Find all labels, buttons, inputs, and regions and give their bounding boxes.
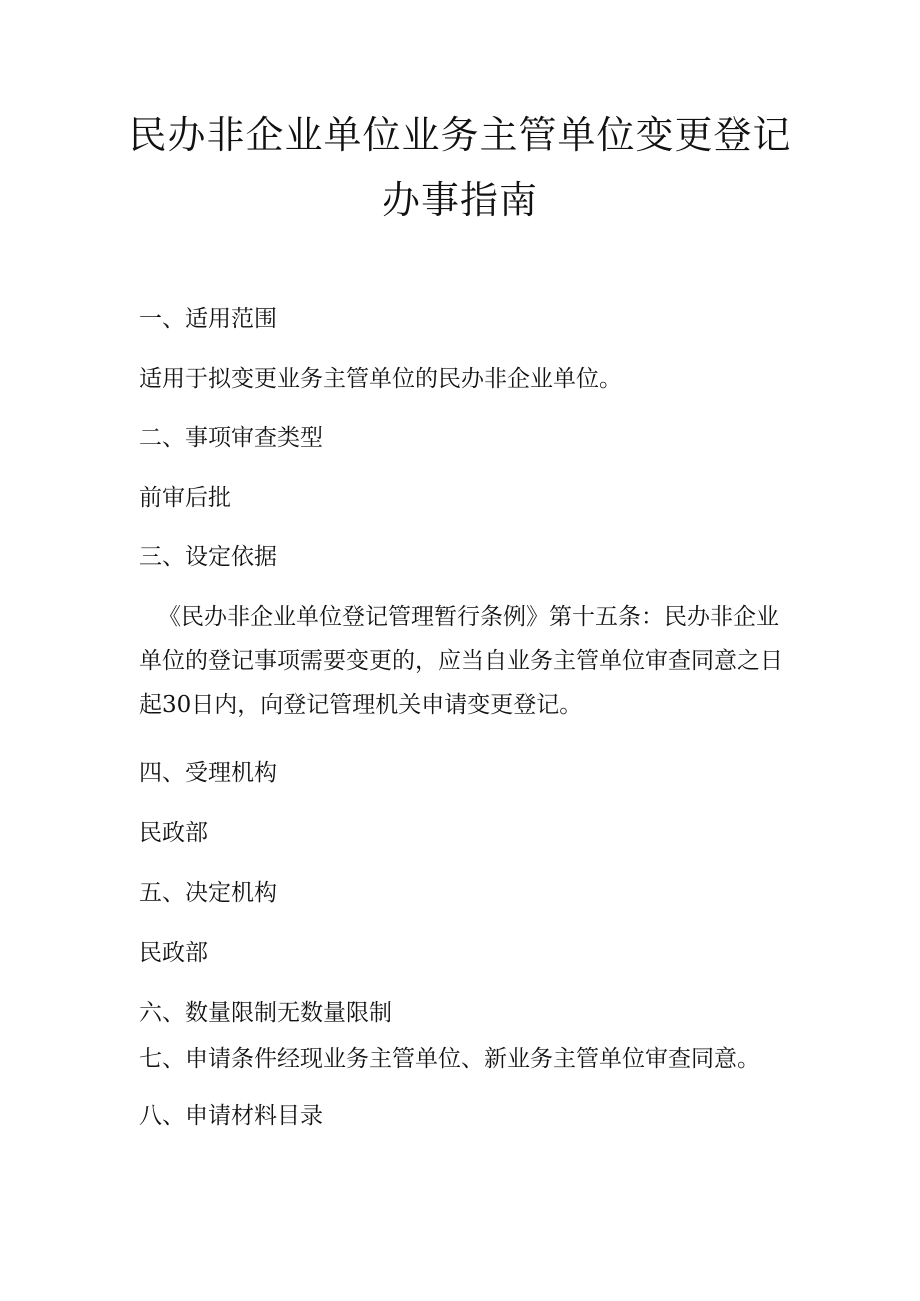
section-2-body: 前审后批 bbox=[139, 485, 231, 511]
section-5-body: 民政部 bbox=[139, 940, 208, 966]
document-title-line2: 办事指南 bbox=[381, 178, 538, 222]
section-3-body-line2: 单位的登记事项需要变更的，应当自业务主管单位审查同意之日 bbox=[139, 648, 783, 674]
section-6-line: 六、数量限制无数量限制 bbox=[139, 1000, 392, 1026]
document-title-line1: 民办非企业单位业务主管单位变更登记 bbox=[128, 113, 792, 157]
section-2-heading: 二、事项审查类型 bbox=[139, 425, 323, 451]
section-3-heading: 三、设定依据 bbox=[139, 544, 277, 570]
section-7-line: 七、申请条件经现业务主管单位、新业务主管单位审查同意。 bbox=[139, 1046, 760, 1072]
section-1-body: 适用于拟变更业务主管单位的民办非企业单位。 bbox=[139, 366, 622, 392]
section-3-body-line1: 《民办非企业单位登记管理暂行条例》第十五条：民办非企业 bbox=[158, 604, 779, 630]
section-1-heading: 一、适用范围 bbox=[139, 306, 277, 332]
section-3-body-line3: 起30日内，向登记管理机关申请变更登记。 bbox=[139, 692, 583, 718]
section-8-heading: 八、申请材料目录 bbox=[139, 1103, 323, 1129]
section-4-heading: 四、受理机构 bbox=[139, 760, 277, 786]
section-5-heading: 五、决定机构 bbox=[139, 880, 277, 906]
section-4-body: 民政部 bbox=[139, 820, 208, 846]
